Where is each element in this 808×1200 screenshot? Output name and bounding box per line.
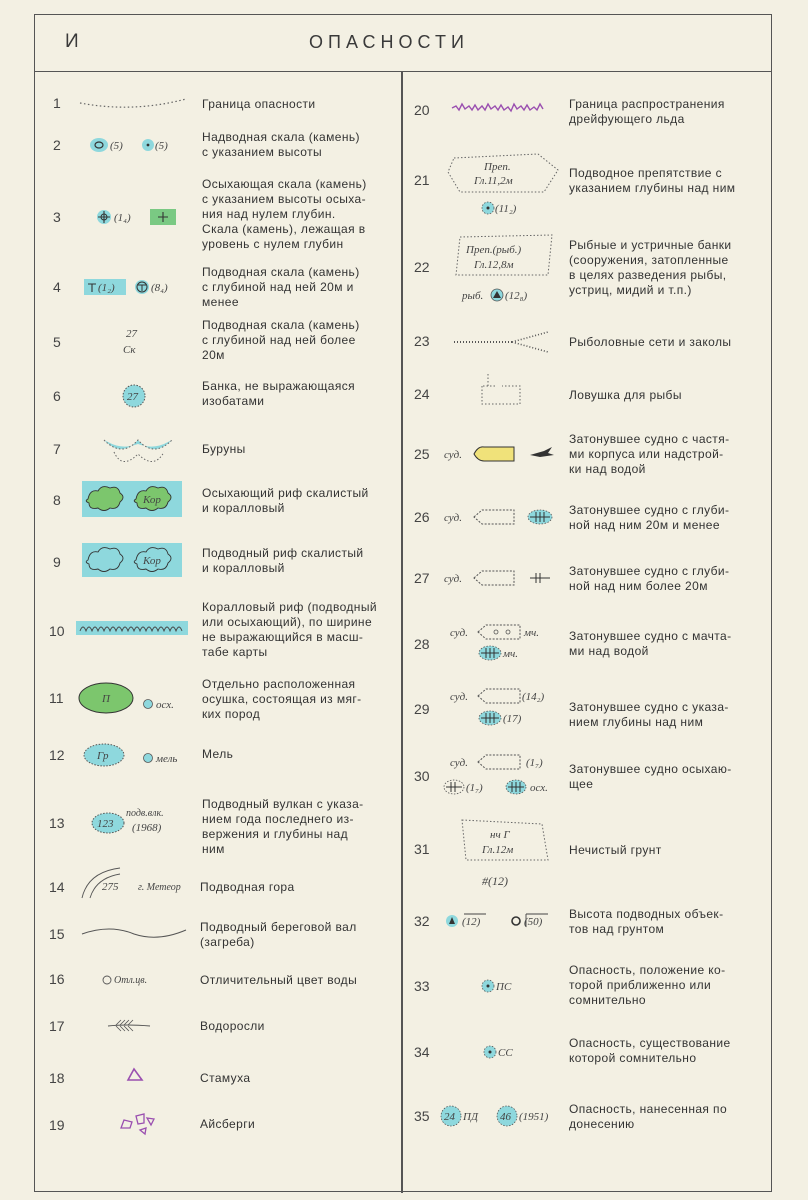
item-number: 10 xyxy=(49,623,65,639)
item-description: Отличительный цвет воды xyxy=(200,973,358,987)
item-description: Отдельно расположенная осушка, состоящая из мяг- ких пород xyxy=(202,677,362,721)
submarine-bar-icon xyxy=(80,922,188,942)
item-number: 7 xyxy=(53,441,61,457)
ice-limit-icon xyxy=(450,96,560,118)
item-number: 8 xyxy=(53,492,61,508)
item-description: Опасность, существование которой сомнительно xyxy=(569,1036,731,1065)
drying-reef-icon xyxy=(82,481,182,517)
label-a: (1₂) xyxy=(98,282,115,294)
grounded-ice-icon xyxy=(124,1066,146,1084)
label-a: Преп. xyxy=(484,161,511,173)
item-description: Подводная скала (камень) с глубиной над ней более 20м xyxy=(202,318,360,362)
wreck-masts-icon xyxy=(450,622,562,664)
label-c: осх. xyxy=(530,782,548,794)
item-description: Надводная скала (камень) с указанием высоты xyxy=(202,130,360,159)
label-a: СС xyxy=(498,1047,513,1059)
object-height-icon xyxy=(444,910,556,932)
icebergs-icon xyxy=(118,1110,160,1136)
item-number: 4 xyxy=(53,279,61,295)
item-description: Нечистый грунт xyxy=(569,843,662,857)
section-letter: И xyxy=(65,31,80,52)
label-d: (12₈) xyxy=(505,290,528,302)
reported-danger-icon xyxy=(440,1104,560,1128)
shallow-icon xyxy=(82,742,194,770)
label-b2: мч. xyxy=(503,648,519,660)
item-description: Затонувшее судно осыхаю- щее xyxy=(569,762,732,791)
item-number: 21 xyxy=(414,172,430,188)
fishing-stakes-icon xyxy=(452,330,552,356)
label-a: ПС xyxy=(496,981,512,993)
item-description: Стамуха xyxy=(200,1071,251,1085)
obstruction-icon xyxy=(444,150,564,218)
item-description: Рыбные и устричные банки (сооружения, затопленные в целях разведения рыбы, устриц, мидий и т.п.) xyxy=(569,238,732,297)
label-b: подв.влк. xyxy=(126,808,164,819)
item-number: 1 xyxy=(53,95,61,111)
label-a: Преп.(рыб.) xyxy=(466,244,522,256)
item-description: Затонувшее судно с частя- ми корпуса или надстрой- ки над водой xyxy=(569,432,730,476)
kelp-icon xyxy=(106,1016,152,1034)
label-a: суд. xyxy=(450,627,468,639)
item-number: 2 xyxy=(53,137,61,153)
item-description: Подводная гора xyxy=(200,880,295,894)
label-b: осх. xyxy=(156,699,174,711)
item-number: 16 xyxy=(49,971,65,987)
label-b: Гл.12м xyxy=(482,844,514,856)
item-number: 30 xyxy=(414,768,430,784)
item-description: Банка, не выражающаяся изобатами xyxy=(202,379,356,408)
label-b: Гл.11,2м xyxy=(474,175,513,187)
item-number: 11 xyxy=(49,690,64,706)
label-b: г. Метеор xyxy=(138,882,181,893)
item-number: 35 xyxy=(414,1108,430,1124)
item-number: 24 xyxy=(414,386,430,402)
existence-doubtful-icon xyxy=(482,1042,532,1062)
item-number: 26 xyxy=(414,509,430,525)
item-description: Затонувшее судно с мачта- ми над водой xyxy=(569,629,732,658)
label-b: (5) xyxy=(155,140,168,152)
section-title: ОПАСНОСТИ xyxy=(309,32,469,52)
label-b: мель xyxy=(156,753,178,765)
label-a: 27 xyxy=(126,328,137,340)
item-description: Коралловый риф (подводный или осыхающий), по ширине не выражающийся в масш- табе карты xyxy=(202,600,377,659)
label-a: суд. xyxy=(444,449,462,461)
item-description: Затонувшее судно с указа- нием глубины над ним xyxy=(569,700,729,729)
label-a: суд. xyxy=(444,573,462,585)
shoal-bank-icon xyxy=(120,383,150,409)
label-c: 46 xyxy=(500,1111,511,1123)
label-a: суд. xyxy=(450,691,468,703)
wreck-dangerous-icon xyxy=(444,506,560,528)
wreck-deep-icon xyxy=(444,567,560,589)
wreck-depth-icon xyxy=(450,686,562,728)
item-description: Граница распространения дрейфующего льда xyxy=(569,97,725,126)
foul-ground-icon xyxy=(456,816,556,890)
item-description: Подводное препятствие с указанием глубины над ним xyxy=(569,166,736,195)
label-a: Кор xyxy=(143,494,161,506)
item-number: 9 xyxy=(53,554,61,570)
item-description: Подводная скала (камень) с глубиной над ней 20м и менее xyxy=(202,265,360,309)
item-number: 33 xyxy=(414,978,430,994)
seamount-icon xyxy=(80,864,196,900)
label-c: рыб. xyxy=(462,290,484,302)
item-description: Буруны xyxy=(202,442,246,456)
underwater-rock-deep-icon xyxy=(118,325,158,361)
item-number: 12 xyxy=(49,747,65,763)
label-c: #(12) xyxy=(482,874,508,888)
label-b: Ск xyxy=(123,344,136,356)
label-a: П xyxy=(102,693,110,705)
label-a: (1₄) xyxy=(114,212,131,224)
coral-reef-line-icon xyxy=(76,619,188,637)
label-b: (14₂) xyxy=(522,691,545,703)
label-a: суд. xyxy=(450,757,468,769)
item-description: Айсберги xyxy=(200,1117,256,1131)
item-number: 34 xyxy=(414,1044,430,1060)
label-d: (1951) xyxy=(519,1111,549,1123)
item-number: 13 xyxy=(49,815,65,831)
label-b: (50) xyxy=(524,916,543,928)
item-number: 6 xyxy=(53,388,61,404)
item-number: 22 xyxy=(414,259,430,275)
label-a: Отл.цв. xyxy=(114,975,148,986)
label-a: Гр xyxy=(97,750,109,762)
item-description: Подводный береговой вал (загреба) xyxy=(200,920,357,949)
item-description: Рыболовные сети и заколы xyxy=(569,335,732,349)
item-description: Мель xyxy=(202,747,234,761)
item-number: 14 xyxy=(49,879,65,895)
item-number: 5 xyxy=(53,334,61,350)
item-description: Осыхающий риф скалистый и коралловый xyxy=(202,486,369,515)
item-description: Затонувшее судно с глуби- ной над ним 20м и менее xyxy=(569,503,730,532)
label-c: (11₂) xyxy=(495,203,517,215)
underwater-volcano-icon xyxy=(90,796,200,840)
danger-boundary-icon xyxy=(78,95,188,111)
item-description: Подводный риф скалистый и коралловый xyxy=(202,546,364,575)
item-number: 28 xyxy=(414,636,430,652)
item-number: 18 xyxy=(49,1070,65,1086)
label-a: нч Г xyxy=(490,829,510,841)
label-b: (8₄) xyxy=(151,282,168,294)
label-b: ПД xyxy=(463,1111,478,1123)
item-number: 29 xyxy=(414,701,430,717)
underwater-reef-icon xyxy=(82,543,182,577)
label-c: (17) xyxy=(503,713,522,725)
item-number: 32 xyxy=(414,913,430,929)
wreck-showing-icon xyxy=(444,443,560,465)
item-number: 23 xyxy=(414,333,430,349)
item-description: Ловушка для рыбы xyxy=(569,388,682,402)
item-description: Подводный вулкан с указа- нием года последнего из- вержения и глубины над ним xyxy=(202,797,364,856)
item-description: Осыхающая скала (камень) с указанием высоты осыха- ния над нулем глубин. Скала (камень), лежащая в уровень с нулем глубин xyxy=(202,177,367,251)
label-a: (5) xyxy=(110,140,123,152)
label-a: 123 xyxy=(97,818,114,830)
label-a: 275 xyxy=(102,881,119,893)
column-divider xyxy=(401,71,403,1193)
position-approx-icon xyxy=(480,976,530,996)
legend-header xyxy=(35,15,771,72)
item-description: Затонувшее судно с глуби- ной над ним более 20м xyxy=(569,564,730,593)
item-number: 27 xyxy=(414,570,430,586)
item-description: Опасность, нанесенная по донесению xyxy=(569,1102,728,1131)
drying-rock-icon xyxy=(96,206,186,228)
label-b: мч. xyxy=(524,627,540,639)
item-description: Опасность, положение ко- торой приближенно или сомнительно xyxy=(569,963,726,1007)
item-description: Граница опасности xyxy=(202,97,316,111)
discolored-water-icon xyxy=(102,971,182,987)
item-number: 17 xyxy=(49,1018,65,1034)
item-description: Высота подводных объек- тов над грунтом xyxy=(569,907,724,936)
above-water-rock-icon xyxy=(88,136,178,156)
underwater-rock-shallow-icon xyxy=(84,276,184,298)
label-a: (12) xyxy=(462,916,481,928)
breakers-icon xyxy=(102,436,174,468)
item-number: 19 xyxy=(49,1117,65,1133)
item-number: 15 xyxy=(49,926,65,942)
fish-haven-icon xyxy=(448,231,568,305)
label-b: Гл.12,8м xyxy=(474,259,514,271)
item-number: 20 xyxy=(414,102,430,118)
label-a: Кор xyxy=(143,555,161,567)
wreck-drying-icon xyxy=(444,752,562,796)
label-a: 24 xyxy=(444,1111,455,1123)
item-description: Водоросли xyxy=(200,1019,265,1033)
label-c: (1968) xyxy=(132,822,162,834)
label-b: (1₇) xyxy=(526,757,543,769)
drying-patch-icon xyxy=(78,682,190,716)
item-number: 3 xyxy=(53,209,61,225)
fish-trap-icon xyxy=(480,372,524,408)
label-a: 27 xyxy=(127,391,138,403)
item-number: 31 xyxy=(414,841,430,857)
label-a: суд. xyxy=(444,512,462,524)
label-b2: (1₇) xyxy=(466,782,483,794)
item-number: 25 xyxy=(414,446,430,462)
